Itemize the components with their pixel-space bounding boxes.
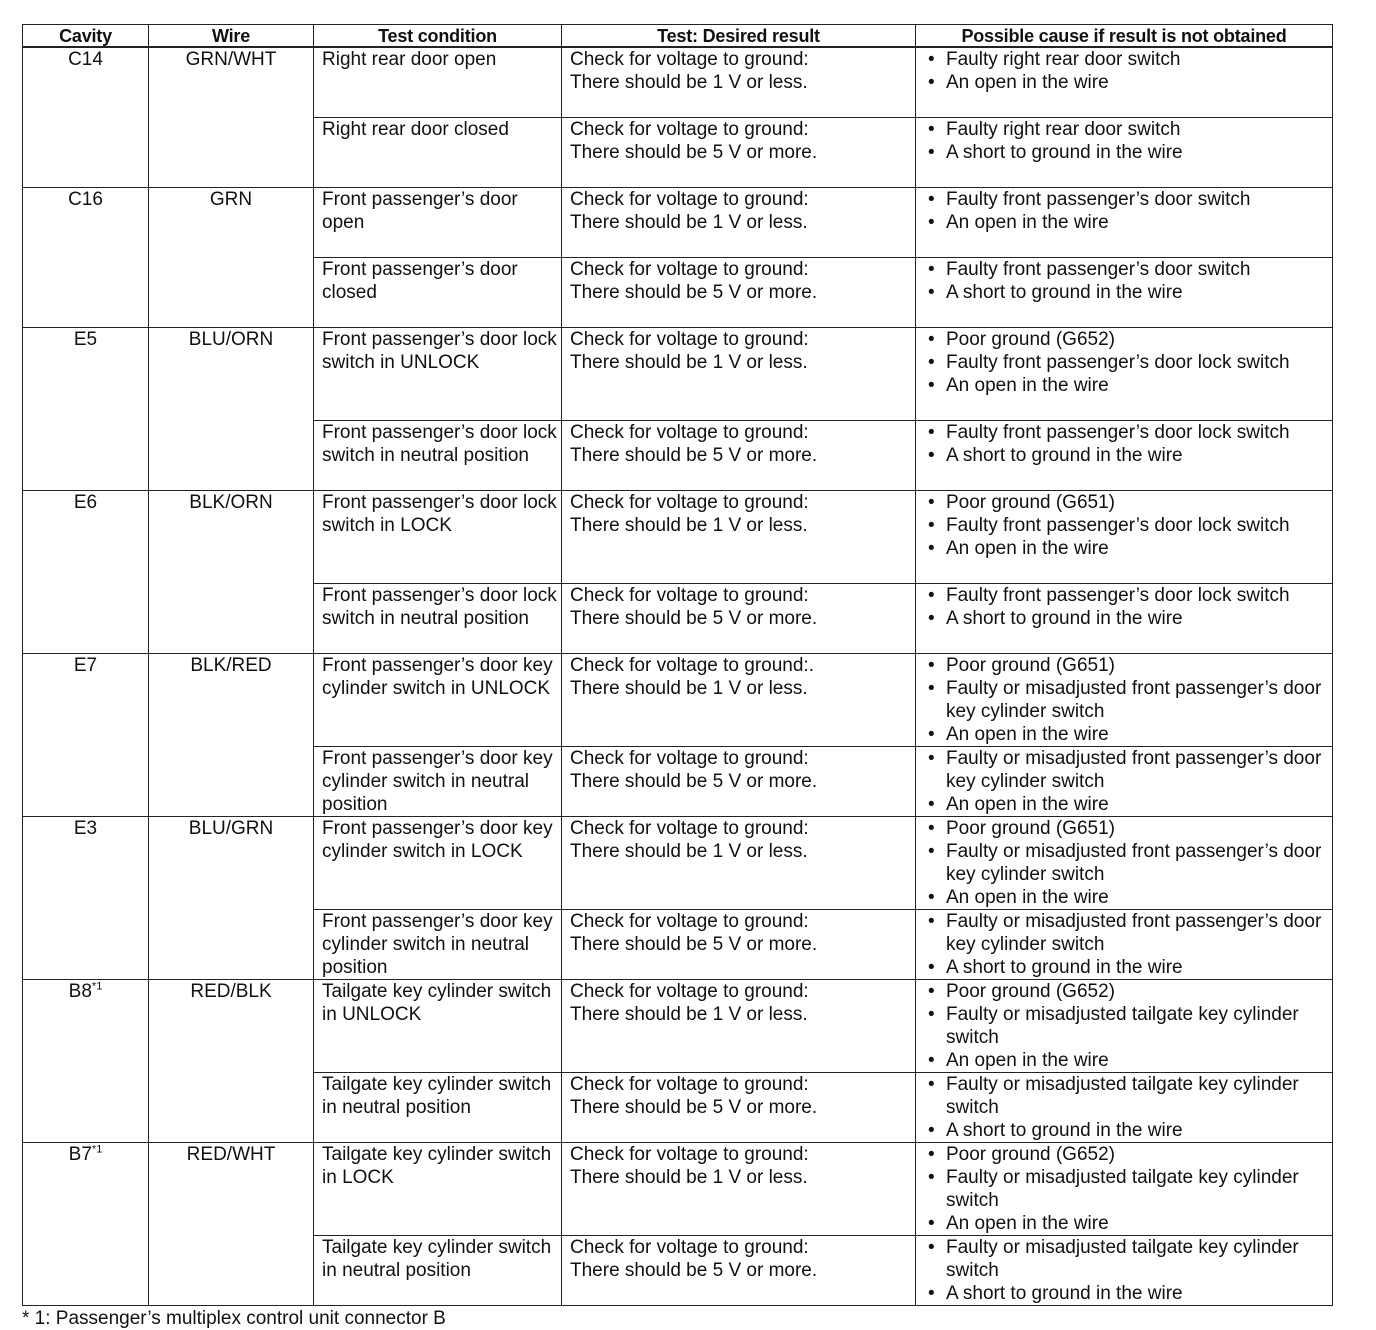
result-instruction: Check for voltage to ground:: [570, 189, 809, 210]
cause-list: [924, 118, 1332, 164]
cause-list: [924, 491, 1332, 560]
bullet-icon: •: [928, 981, 935, 1002]
cause-list: [924, 980, 1332, 1072]
cavity-label: C16: [68, 189, 103, 210]
cause-text: A short to ground in the wire: [946, 445, 1183, 466]
cause-item: [924, 1073, 1332, 1119]
cause-item: [924, 118, 1332, 141]
desired-result-cell: [562, 980, 916, 1073]
desired-result-cell: [562, 1073, 916, 1143]
possible-cause-cell: [916, 910, 1333, 980]
test-condition-cell: Front passenger’s door closed: [314, 258, 562, 328]
result-expected: There should be 1 V or less.: [570, 678, 808, 699]
cause-text: Faulty front passenger’s door switch: [946, 189, 1251, 210]
bullet-icon: •: [928, 724, 935, 745]
result-instruction: Check for voltage to ground:: [570, 818, 809, 839]
result-instruction: Check for voltage to ground:: [570, 49, 809, 70]
cause-text: Faulty or misadjusted tailgate key cylinder switch: [946, 1237, 1299, 1281]
bullet-icon: •: [928, 538, 935, 559]
cause-text: A short to ground in the wire: [946, 1120, 1183, 1141]
cause-item: [924, 328, 1332, 351]
possible-cause-cell: [916, 328, 1333, 421]
result-expected: There should be 5 V or more.: [570, 771, 818, 792]
cause-item: [924, 1282, 1332, 1305]
bullet-icon: •: [928, 957, 935, 978]
desired-result-cell: [562, 817, 916, 910]
result-expected: There should be 1 V or less.: [570, 352, 808, 373]
cause-item: [924, 141, 1332, 164]
bullet-icon: •: [928, 142, 935, 163]
test-condition-cell: Front passenger’s door lock switch in UNLOCK: [314, 328, 562, 421]
header-test-condition: Test condition: [314, 25, 562, 48]
test-condition-cell: Right rear door open: [314, 47, 562, 118]
result-instruction: Check for voltage to ground:: [570, 259, 809, 280]
cause-item: [924, 258, 1332, 281]
table-row: [23, 980, 1333, 1073]
cause-list: [924, 258, 1332, 304]
document-page: [22, 24, 1332, 1330]
table-body: [23, 47, 1333, 1306]
wire-color-cell: BLK/ORN: [149, 491, 314, 654]
cause-text: A short to ground in the wire: [946, 957, 1183, 978]
test-condition-cell: Front passenger’s door lock switch in neutral position: [314, 421, 562, 491]
cavity-cell: [23, 980, 149, 1143]
header-cavity: Cavity: [23, 25, 149, 48]
cause-list: [924, 188, 1332, 234]
bullet-icon: •: [928, 375, 935, 396]
cavity-cell: [23, 654, 149, 817]
cause-item: [924, 1049, 1332, 1072]
result-instruction: Check for voltage to ground:: [570, 585, 809, 606]
cavity-cell: [23, 328, 149, 491]
test-condition-cell: Front passenger’s door key cylinder switch in UNLOCK: [314, 654, 562, 747]
cause-text: Poor ground (G651): [946, 492, 1115, 513]
cause-text: Faulty or misadjusted front passenger’s door key cylinder switch: [946, 911, 1322, 955]
test-condition-cell: Tailgate key cylinder switch in LOCK: [314, 1143, 562, 1236]
cause-item: [924, 1119, 1332, 1142]
cause-item: [924, 980, 1332, 1003]
bullet-icon: •: [928, 1213, 935, 1234]
result-instruction: Check for voltage to ground:: [570, 1074, 809, 1095]
cause-text: Poor ground (G652): [946, 981, 1115, 1002]
cause-list: [924, 1073, 1332, 1142]
result-expected: There should be 5 V or more.: [570, 142, 818, 163]
possible-cause-cell: [916, 1143, 1333, 1236]
table-header-row: [23, 25, 1333, 48]
header-desired-result: Test: Desired result: [562, 25, 916, 48]
result-expected: There should be 5 V or more.: [570, 445, 818, 466]
cause-text: An open in the wire: [946, 212, 1109, 233]
cavity-label: B7: [68, 1144, 92, 1165]
bullet-icon: •: [928, 212, 935, 233]
wire-color-cell: BLU/GRN: [149, 817, 314, 980]
desired-result-cell: [562, 258, 916, 328]
cause-item: [924, 886, 1332, 909]
cause-list: [924, 817, 1332, 909]
bullet-icon: •: [928, 282, 935, 303]
cause-item: [924, 677, 1332, 723]
bullet-icon: •: [928, 49, 935, 70]
bullet-icon: •: [928, 911, 935, 932]
bullet-icon: •: [928, 1074, 935, 1095]
cause-item: [924, 956, 1332, 979]
footnote-marker: *1: [91, 1143, 103, 1156]
bullet-icon: •: [928, 841, 935, 862]
bullet-icon: •: [928, 585, 935, 606]
bullet-icon: •: [928, 352, 935, 373]
cause-text: Poor ground (G652): [946, 1144, 1115, 1165]
test-condition-cell: Front passenger’s door open: [314, 188, 562, 258]
bullet-icon: •: [928, 818, 935, 839]
result-instruction: Check for voltage to ground:: [570, 119, 809, 140]
cause-item: [924, 723, 1332, 746]
cause-item: [924, 1166, 1332, 1212]
result-expected: There should be 5 V or more.: [570, 1097, 818, 1118]
bullet-icon: •: [928, 422, 935, 443]
cause-list: [924, 1236, 1332, 1305]
desired-result-cell: [562, 1236, 916, 1306]
cause-item: [924, 1143, 1332, 1166]
cavity-label: E6: [73, 492, 98, 513]
result-instruction: Check for voltage to ground:: [570, 329, 809, 350]
table-row: [23, 817, 1333, 910]
cause-text: An open in the wire: [946, 1050, 1109, 1071]
bullet-icon: •: [928, 492, 935, 513]
result-expected: There should be 5 V or more.: [570, 1260, 818, 1281]
bullet-icon: •: [928, 1167, 935, 1188]
result-instruction: Check for voltage to ground:: [570, 1237, 809, 1258]
bullet-icon: •: [928, 515, 935, 536]
bullet-icon: •: [928, 1283, 935, 1304]
bullet-icon: •: [928, 189, 935, 210]
cause-text: Faulty or misadjusted front passenger’s door key cylinder switch: [946, 841, 1322, 885]
cause-text: An open in the wire: [946, 887, 1109, 908]
cause-list: [924, 421, 1332, 467]
possible-cause-cell: [916, 817, 1333, 910]
bullet-icon: •: [928, 1144, 935, 1165]
cause-text: Faulty front passenger’s door switch: [946, 259, 1251, 280]
table-row: [23, 47, 1333, 118]
diagnostic-table: [22, 24, 1333, 1306]
table-row: [23, 328, 1333, 421]
cause-item: [924, 71, 1332, 94]
result-expected: There should be 5 V or more.: [570, 934, 818, 955]
result-instruction: Check for voltage to ground:: [570, 981, 809, 1002]
cavity-label: E7: [73, 655, 98, 676]
test-condition-cell: Front passenger’s door lock switch in LOCK: [314, 491, 562, 584]
cause-text: Faulty front passenger’s door lock switch: [946, 585, 1290, 606]
bullet-icon: •: [928, 794, 935, 815]
cause-list: [924, 328, 1332, 397]
cause-item: [924, 1003, 1332, 1049]
cause-text: An open in the wire: [946, 538, 1109, 559]
bullet-icon: •: [928, 259, 935, 280]
desired-result-cell: [562, 910, 916, 980]
possible-cause-cell: [916, 980, 1333, 1073]
cause-item: [924, 374, 1332, 397]
cause-item: [924, 793, 1332, 816]
cause-item: [924, 747, 1332, 793]
possible-cause-cell: [916, 118, 1333, 188]
cause-text: A short to ground in the wire: [946, 608, 1183, 629]
bullet-icon: •: [928, 1237, 935, 1258]
footnote-marker: *1: [91, 980, 103, 993]
bullet-icon: •: [928, 445, 935, 466]
footnote: * 1: Passenger’s multiplex control unit connector B: [22, 1308, 446, 1329]
desired-result-cell: [562, 47, 916, 118]
wire-color-cell: RED/WHT: [149, 1143, 314, 1306]
bullet-icon: •: [928, 119, 935, 140]
cause-item: [924, 491, 1332, 514]
cause-list: [924, 48, 1332, 94]
cause-text: Faulty or misadjusted front passenger’s door key cylinder switch: [946, 748, 1322, 792]
cause-item: [924, 607, 1332, 630]
cause-text: Faulty or misadjusted tailgate key cylinder switch: [946, 1004, 1299, 1048]
test-condition-cell: Tailgate key cylinder switch in neutral position: [314, 1073, 562, 1143]
result-instruction: Check for voltage to ground:.: [570, 655, 814, 676]
possible-cause-cell: [916, 654, 1333, 747]
result-expected: There should be 1 V or less.: [570, 72, 808, 93]
table-row: [23, 1143, 1333, 1236]
table-row: [23, 188, 1333, 258]
cause-list: [924, 1143, 1332, 1235]
desired-result-cell: [562, 747, 916, 817]
cause-text: Faulty or misadjusted front passenger’s door key cylinder switch: [946, 678, 1322, 722]
result-expected: There should be 1 V or less.: [570, 212, 808, 233]
cause-list: [924, 654, 1332, 746]
cavity-label: E5: [73, 329, 98, 350]
possible-cause-cell: [916, 584, 1333, 654]
cause-text: A short to ground in the wire: [946, 142, 1183, 163]
result-expected: There should be 5 V or more.: [570, 608, 818, 629]
desired-result-cell: [562, 421, 916, 491]
cause-item: [924, 444, 1332, 467]
desired-result-cell: [562, 491, 916, 584]
result-instruction: Check for voltage to ground:: [570, 422, 809, 443]
table-row: [23, 654, 1333, 747]
cavity-cell: [23, 1143, 149, 1306]
desired-result-cell: [562, 654, 916, 747]
cause-item: [924, 817, 1332, 840]
cause-item: [924, 211, 1332, 234]
test-condition-cell: Tailgate key cylinder switch in neutral position: [314, 1236, 562, 1306]
test-condition-cell: Front passenger’s door lock switch in neutral position: [314, 584, 562, 654]
cause-item: [924, 840, 1332, 886]
test-condition-cell: Right rear door closed: [314, 118, 562, 188]
cavity-cell: [23, 188, 149, 328]
wire-color-cell: GRN: [149, 188, 314, 328]
possible-cause-cell: [916, 1236, 1333, 1306]
cause-item: [924, 910, 1332, 956]
bullet-icon: •: [928, 655, 935, 676]
cavity-cell: [23, 47, 149, 188]
cause-text: An open in the wire: [946, 1213, 1109, 1234]
bullet-icon: •: [928, 1120, 935, 1141]
wire-color-cell: GRN/WHT: [149, 47, 314, 188]
bullet-icon: •: [928, 887, 935, 908]
cause-item: [924, 537, 1332, 560]
result-expected: There should be 1 V or less.: [570, 841, 808, 862]
bullet-icon: •: [928, 72, 935, 93]
cause-text: Poor ground (G652): [946, 329, 1115, 350]
result-expected: There should be 1 V or less.: [570, 1004, 808, 1025]
cavity-cell: [23, 817, 149, 980]
result-expected: There should be 1 V or less.: [570, 515, 808, 536]
cause-text: Faulty or misadjusted tailgate key cylinder switch: [946, 1074, 1299, 1118]
cause-text: A short to ground in the wire: [946, 282, 1183, 303]
possible-cause-cell: [916, 188, 1333, 258]
possible-cause-cell: [916, 1073, 1333, 1143]
bullet-icon: •: [928, 678, 935, 699]
cause-item: [924, 281, 1332, 304]
cause-item: [924, 48, 1332, 71]
cause-item: [924, 351, 1332, 374]
cause-text: Faulty right rear door switch: [946, 49, 1181, 70]
bullet-icon: •: [928, 329, 935, 350]
possible-cause-cell: [916, 747, 1333, 817]
test-condition-cell: Tailgate key cylinder switch in UNLOCK: [314, 980, 562, 1073]
test-condition-cell: Front passenger’s door key cylinder switch in neutral position: [314, 910, 562, 980]
bullet-icon: •: [928, 748, 935, 769]
wire-color-cell: RED/BLK: [149, 980, 314, 1143]
desired-result-cell: [562, 1143, 916, 1236]
cause-text: Faulty right rear door switch: [946, 119, 1181, 140]
cause-item: [924, 654, 1332, 677]
result-instruction: Check for voltage to ground:: [570, 492, 809, 513]
cause-item: [924, 421, 1332, 444]
possible-cause-cell: [916, 491, 1333, 584]
cause-text: Poor ground (G651): [946, 818, 1115, 839]
cause-list: [924, 584, 1332, 630]
possible-cause-cell: [916, 258, 1333, 328]
cause-item: [924, 188, 1332, 211]
cause-list: [924, 747, 1332, 816]
cavity-cell: [23, 491, 149, 654]
wire-color-cell: BLU/ORN: [149, 328, 314, 491]
wire-color-cell: BLK/RED: [149, 654, 314, 817]
header-wire: Wire: [149, 25, 314, 48]
possible-cause-cell: [916, 47, 1333, 118]
result-instruction: Check for voltage to ground:: [570, 748, 809, 769]
cause-text: Faulty front passenger’s door lock switch: [946, 515, 1290, 536]
cause-text: Poor ground (G651): [946, 655, 1115, 676]
cause-list: [924, 910, 1332, 979]
test-condition-cell: Front passenger’s door key cylinder switch in neutral position: [314, 747, 562, 817]
cause-item: [924, 1236, 1332, 1282]
table-row: [23, 491, 1333, 584]
cause-item: [924, 584, 1332, 607]
desired-result-cell: [562, 188, 916, 258]
bullet-icon: •: [928, 608, 935, 629]
result-instruction: Check for voltage to ground:: [570, 1144, 809, 1165]
cavity-label: E3: [73, 818, 98, 839]
cavity-label: B8: [68, 981, 92, 1002]
result-expected: There should be 1 V or less.: [570, 1167, 808, 1188]
bullet-icon: •: [928, 1050, 935, 1071]
desired-result-cell: [562, 118, 916, 188]
cavity-label: C14: [68, 49, 103, 70]
cause-item: [924, 514, 1332, 537]
test-condition-cell: Front passenger’s door key cylinder switch in LOCK: [314, 817, 562, 910]
possible-cause-cell: [916, 421, 1333, 491]
result-instruction: Check for voltage to ground:: [570, 911, 809, 932]
cause-text: A short to ground in the wire: [946, 1283, 1183, 1304]
desired-result-cell: [562, 584, 916, 654]
cause-text: Faulty front passenger’s door lock switch: [946, 352, 1290, 373]
cause-text: Faulty or misadjusted tailgate key cylinder switch: [946, 1167, 1299, 1211]
cause-text: An open in the wire: [946, 72, 1109, 93]
cause-text: An open in the wire: [946, 724, 1109, 745]
cause-text: Faulty front passenger’s door lock switch: [946, 422, 1290, 443]
desired-result-cell: [562, 328, 916, 421]
result-expected: There should be 5 V or more.: [570, 282, 818, 303]
cause-text: An open in the wire: [946, 794, 1109, 815]
cause-item: [924, 1212, 1332, 1235]
header-possible-cause: Possible cause if result is not obtained: [916, 25, 1333, 48]
bullet-icon: •: [928, 1004, 935, 1025]
cause-text: An open in the wire: [946, 375, 1109, 396]
